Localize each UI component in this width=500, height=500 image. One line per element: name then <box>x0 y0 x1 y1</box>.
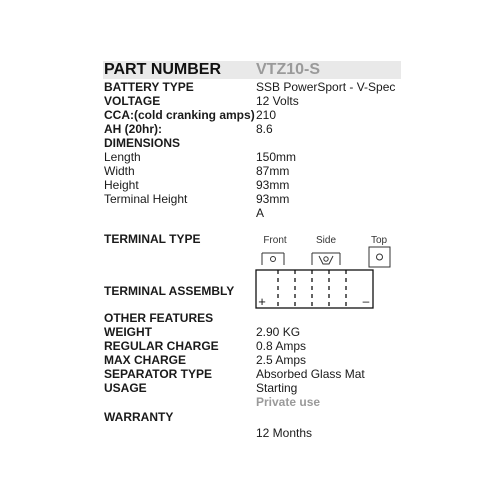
side-terminal-icon <box>312 253 340 265</box>
terminal-type-label: TERMINAL TYPE <box>104 232 201 246</box>
separator-type-value: Absorbed Glass Mat <box>256 367 365 381</box>
usage-note: Private use <box>256 395 321 409</box>
side-view-label: Side <box>315 235 337 246</box>
ah-label: AH (20hr): <box>104 122 163 136</box>
voltage-label: VOLTAGE <box>104 94 161 108</box>
weight-label: WEIGHT <box>104 325 152 339</box>
front-terminal-icon <box>262 253 284 265</box>
top-terminal-icon <box>369 247 390 267</box>
negative-terminal-sign: – <box>362 294 370 308</box>
cca-value: 210 <box>256 108 277 122</box>
top-view-label: Top <box>370 235 388 246</box>
part-number-label: PART NUMBER <box>104 61 222 78</box>
weight-value: 2.90 KG <box>256 325 301 339</box>
voltage-value: 12 Volts <box>256 94 299 108</box>
max-charge-label: MAX CHARGE <box>104 353 187 367</box>
positive-terminal-sign: + <box>258 294 266 309</box>
terminal-height-value: 93mm <box>256 192 290 206</box>
usage-value: Starting <box>256 381 298 395</box>
terminal-assembly-label: TERMINAL ASSEMBLY <box>104 284 235 298</box>
battery-outline <box>256 270 373 308</box>
max-charge-value: 2.5 Amps <box>256 353 307 367</box>
separator-type-label: SEPARATOR TYPE <box>104 367 213 381</box>
part-number-value: VTZ10-S <box>256 61 321 78</box>
cca-label: CCA:(cold cranking amps) <box>104 108 255 122</box>
height-value: 93mm <box>256 178 290 192</box>
length-label: Length <box>104 150 141 164</box>
ah-value: 8.6 <box>256 122 273 136</box>
battery-type-value: SSB PowerSport - V-Spec <box>256 80 396 94</box>
height-label: Height <box>104 178 139 192</box>
width-label: Width <box>104 164 135 178</box>
terminal-height-label: Terminal Height <box>104 192 188 206</box>
terminal-diagram <box>250 230 400 314</box>
other-features-heading: OTHER FEATURES <box>104 311 214 325</box>
dimensions-heading: DIMENSIONS <box>104 136 181 150</box>
warranty-value: 12 Months <box>256 426 313 440</box>
battery-type-label: BATTERY TYPE <box>104 80 194 94</box>
front-view-label: Front <box>263 235 287 246</box>
dimension-extra-value: A <box>256 206 265 220</box>
warranty-label: WARRANTY <box>104 410 174 424</box>
regular-charge-value: 0.8 Amps <box>256 339 307 353</box>
length-value: 150mm <box>256 150 297 164</box>
regular-charge-label: REGULAR CHARGE <box>104 339 219 353</box>
width-value: 87mm <box>256 164 290 178</box>
usage-label: USAGE <box>104 381 147 395</box>
